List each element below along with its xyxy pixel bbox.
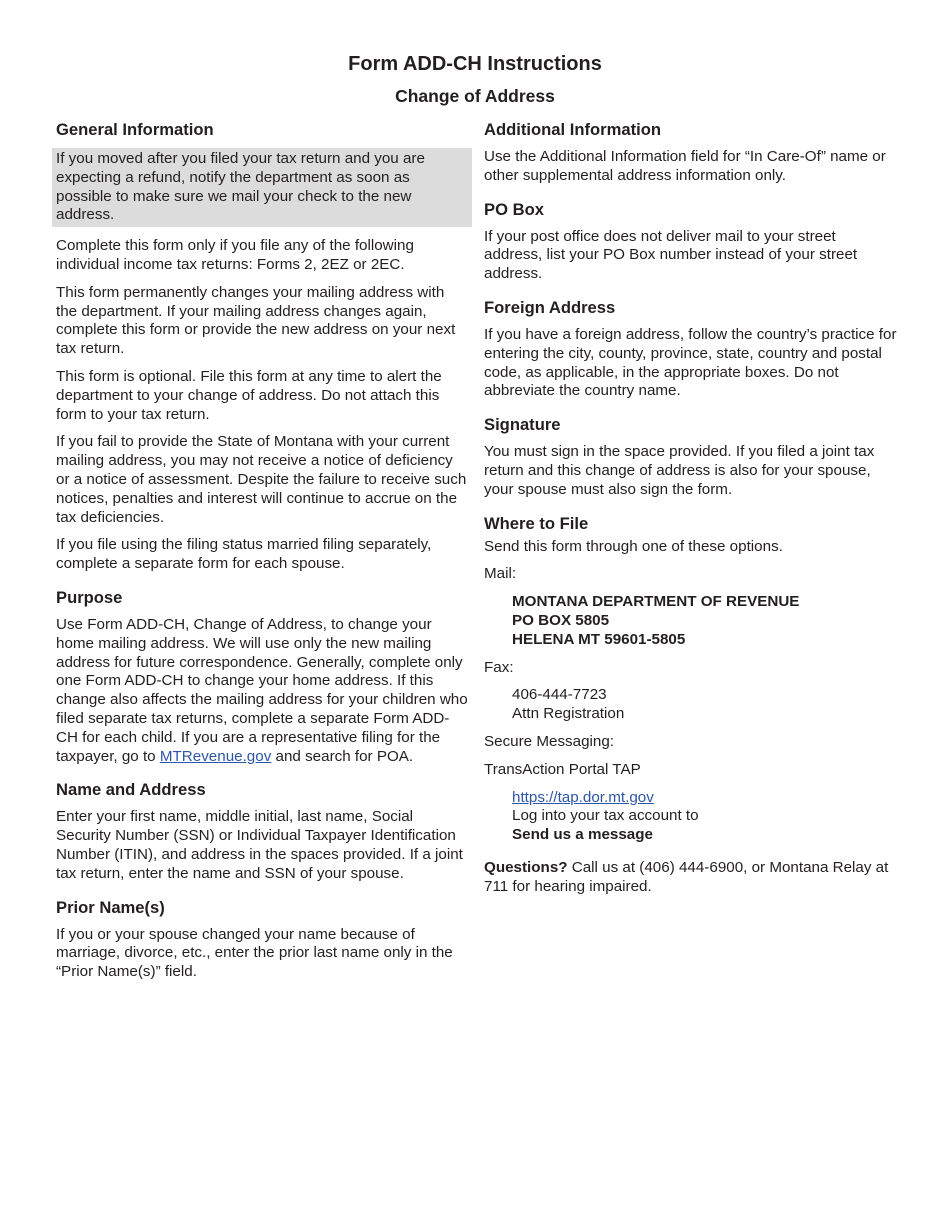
signature-paragraph: You must sign in the space provided. If you filed a joint tax return and this change of address is also for your spouse, your spouse must also sign the form.	[484, 443, 875, 498]
mail-label: Mail:	[484, 565, 517, 583]
tap-login-instruction: Log into your tax account to	[512, 807, 699, 825]
tap-portal-details	[484, 789, 898, 845]
general-paragraph-4: If you fail to provide the State of Montana with your current mailing address, you may not receive a notice of deficiency or a notice of assessment. Despite the failure to receive such notices, penalties and interest will continue to accrue on the tax deficiencies.	[56, 433, 467, 526]
fax-details	[484, 686, 898, 724]
purpose-heading: Purpose	[56, 587, 123, 607]
po-box-paragraph: If your post office does not deliver mail to your street address, list your PO Box number instead of your street address.	[484, 227, 858, 283]
secure-messaging-label: Secure Messaging:	[484, 732, 615, 750]
tap-portal-label: TransAction Portal TAP	[484, 760, 641, 778]
po-box-heading: PO Box	[484, 199, 544, 219]
mailing-address	[484, 593, 898, 649]
general-information-heading: General Information	[56, 120, 214, 139]
fax-label: Fax:	[484, 658, 514, 676]
purpose-paragraph	[56, 616, 468, 766]
where-to-file-intro: Send this form through one of these options.	[484, 537, 783, 555]
name-address-paragraph: Enter your first name, middle initial, last name, Social Security Number (SSN) or Individual Taxpayer Identification Number (ITIN), and address in the spaces provided. If a joint tax return, enter the name and SSN of your spouse.	[56, 808, 463, 882]
general-paragraph-1: Complete this form only if you file any of the following individual income tax returns: Forms 2, 2EZ or 2EC.	[56, 237, 414, 273]
purpose-text-end: and search for POA.	[271, 747, 414, 765]
prior-names-heading: Prior Name(s)	[56, 897, 165, 917]
general-paragraph-2: This form permanently changes your mailing address with the department. If your mailing address changes again, complete this form or provide the new address on your next tax return.	[56, 283, 456, 358]
refund-notice-highlight: If you moved after you filed your tax return and you are expecting a refund, notify the department as soon as possible to make sure we mail your check to the new address.	[52, 148, 472, 227]
fax-attention: Attn Registration	[512, 705, 625, 723]
mtrevenue-link[interactable]: MTRevenue.gov	[159, 747, 272, 765]
page-title: Form ADD-CH Instructions	[348, 53, 602, 75]
general-paragraph-5: If you file using the filing status married filing separately, complete a separate form for each spouse.	[56, 536, 432, 573]
foreign-address-paragraph: If you have a foreign address, follow the country’s practice for entering the city, county, province, state, country and postal code, as applicable, in the appropriate boxes. Do not abbreviate the country name.	[484, 325, 897, 400]
prior-names-paragraph: If you or your spouse changed your name because of marriage, divorce, etc., enter the prior last name only in the “Prior Name(s)” field.	[56, 925, 453, 981]
right-column	[484, 120, 898, 906]
questions-paragraph	[484, 859, 898, 897]
mail-line-1: MONTANA DEPARTMENT OF REVENUE	[512, 593, 800, 611]
mail-line-2: PO BOX 5805	[512, 611, 610, 629]
page-subtitle: Change of Address	[395, 86, 555, 106]
left-column	[56, 120, 468, 991]
fax-number: 406-444-7723	[512, 686, 607, 704]
general-paragraph-3: This form is optional. File this form at any time to alert the department to your change of address. Do not attach this form to your tax return.	[56, 367, 442, 423]
additional-information-paragraph: Use the Additional Information field for “In Care-Of” name or other supplemental address information only.	[484, 148, 886, 184]
purpose-text: Use Form ADD-CH, Change of Address, to change your home mailing address. We will use only the new mailing address for future correspondence. Generally, complete only one Form ADD-CH to change your home address. If this change also affects the mailing address for your children who filed separate tax returns, complete a separate Form ADD-CH for each child. If you are a representative filing for the taxpayer, go to	[56, 615, 468, 765]
questions-label: Questions?	[484, 858, 568, 876]
additional-information-heading: Additional Information	[484, 120, 661, 139]
tap-portal-link[interactable]: https://tap.dor.mt.gov	[512, 788, 654, 806]
mail-line-3: HELENA MT 59601-5805	[512, 630, 686, 648]
signature-heading: Signature	[484, 415, 561, 435]
name-address-heading: Name and Address	[56, 780, 206, 800]
send-message-text: Send us a message	[512, 826, 653, 844]
foreign-address-heading: Foreign Address	[484, 297, 616, 317]
where-to-file-heading: Where to File	[484, 513, 589, 533]
questions-text: Call us at (406) 444-6900, or Montana Relay at 711 for hearing impaired.	[484, 858, 889, 895]
